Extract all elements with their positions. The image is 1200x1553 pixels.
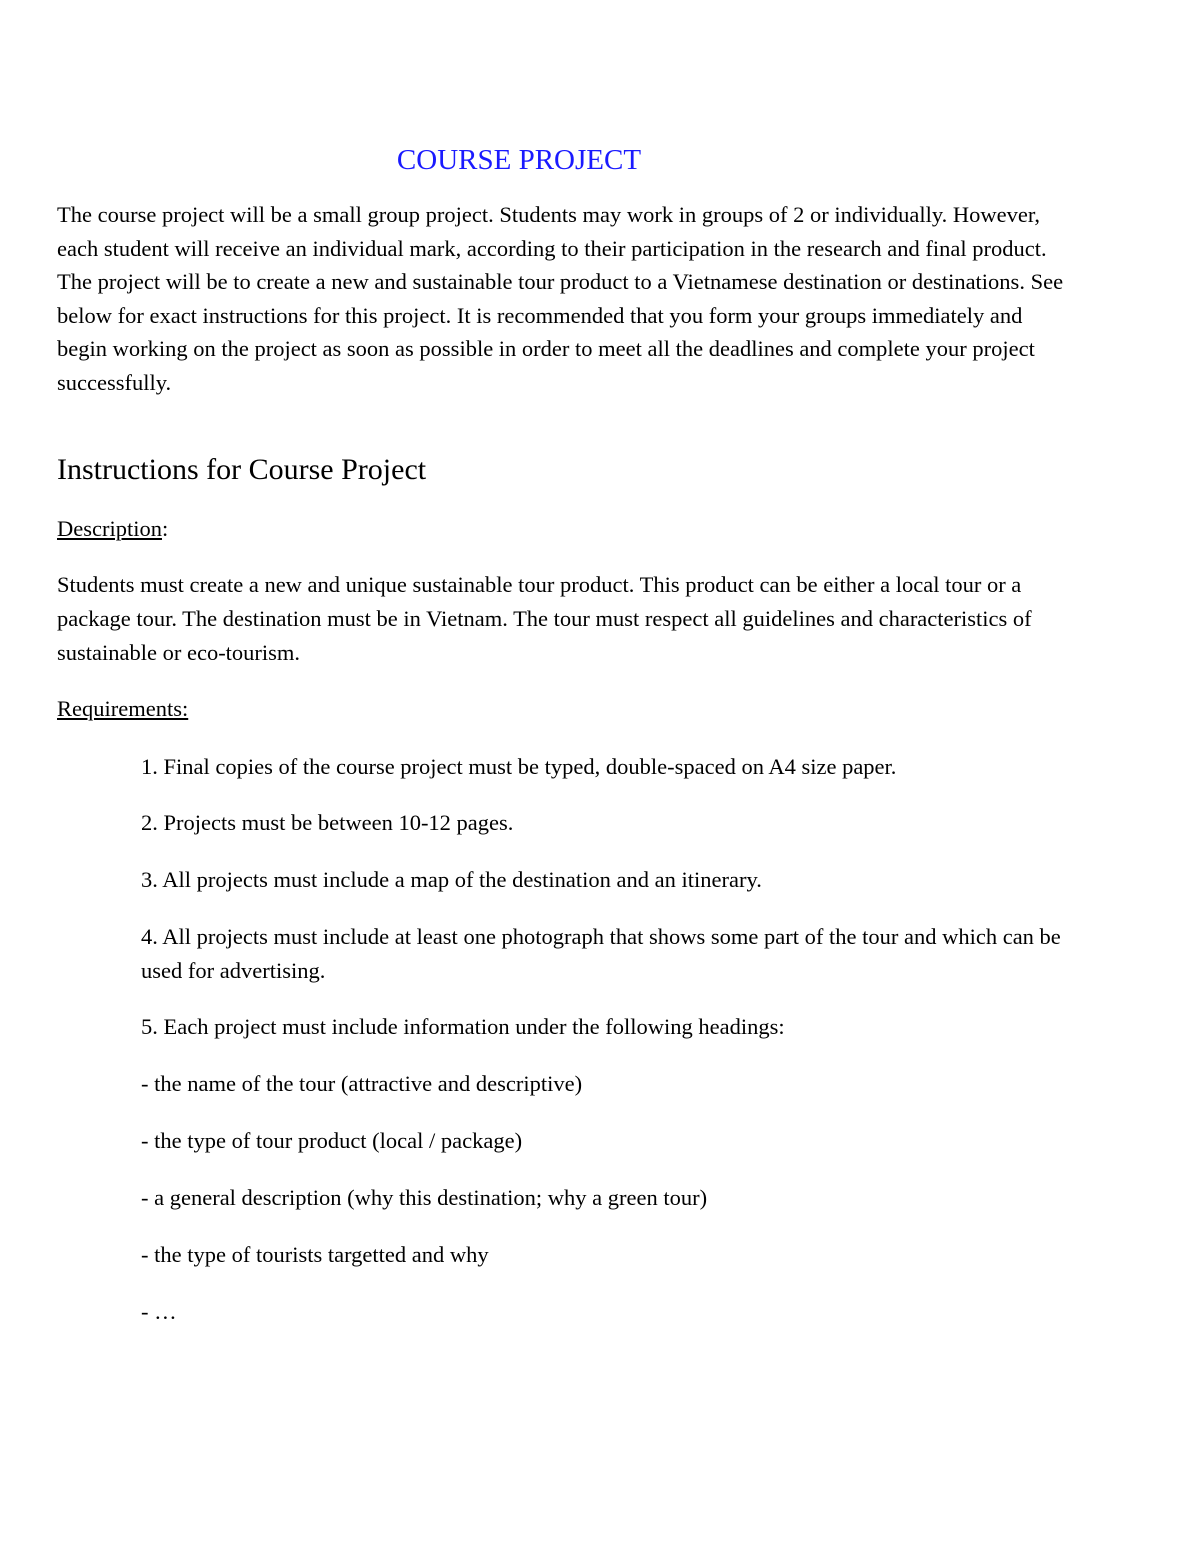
requirement-item: 3. All projects must include a map of the destination and an itinerary. — [141, 867, 762, 892]
requirement-item: 4. All projects must include at least one photograph that shows some part of the tour and which can be used for advertising. — [141, 924, 1061, 983]
heading-list-item: - the type of tourists targetted and why — [141, 1242, 489, 1267]
description-paragraph: Students must create a new and unique sustainable tour product. This product can be either a local tour or a package tour. The destination must be in Vietnam. The tour must respect all guidelines and characteristics of sustainable or eco-tourism. — [57, 572, 1032, 665]
requirement-item: 1. Final copies of the course project must be typed, double-spaced on A4 size paper. — [141, 754, 897, 779]
requirement-item: 5. Each project must include information under the following headings: — [141, 1014, 785, 1039]
description-label-suffix: : — [161, 516, 169, 541]
page-title: COURSE PROJECT — [396, 144, 642, 176]
description-label — [57, 512, 168, 545]
requirement-item: 2. Projects must be between 10-12 pages. — [141, 810, 514, 835]
heading-list-item: - the type of tour product (local / package) — [141, 1128, 523, 1153]
requirements-label-text: Requirements: — [57, 696, 189, 721]
requirements-label — [57, 692, 188, 725]
intro-paragraph: The course project will be a small group project. Students may work in groups of 2 or individually. However, each student will receive an individual mark, according to their participation in the research and final product. The project will be to create a new and sustainable tour product to a Vietnamese destination or destinations. See below for exact instructions for this project. It is recommended that you form your groups immediately and begin working on the project as soon as possible in order to meet all the deadlines and complete your project successfully. — [57, 202, 1064, 395]
heading-list-item: - a general description (why this destination; why a green tour) — [141, 1185, 708, 1210]
heading-list-item: - … — [141, 1299, 177, 1324]
description-label-text: Description — [57, 516, 162, 541]
instructions-heading: Instructions for Course Project — [57, 453, 427, 486]
heading-list-item: - the name of the tour (attractive and descriptive) — [141, 1071, 583, 1096]
